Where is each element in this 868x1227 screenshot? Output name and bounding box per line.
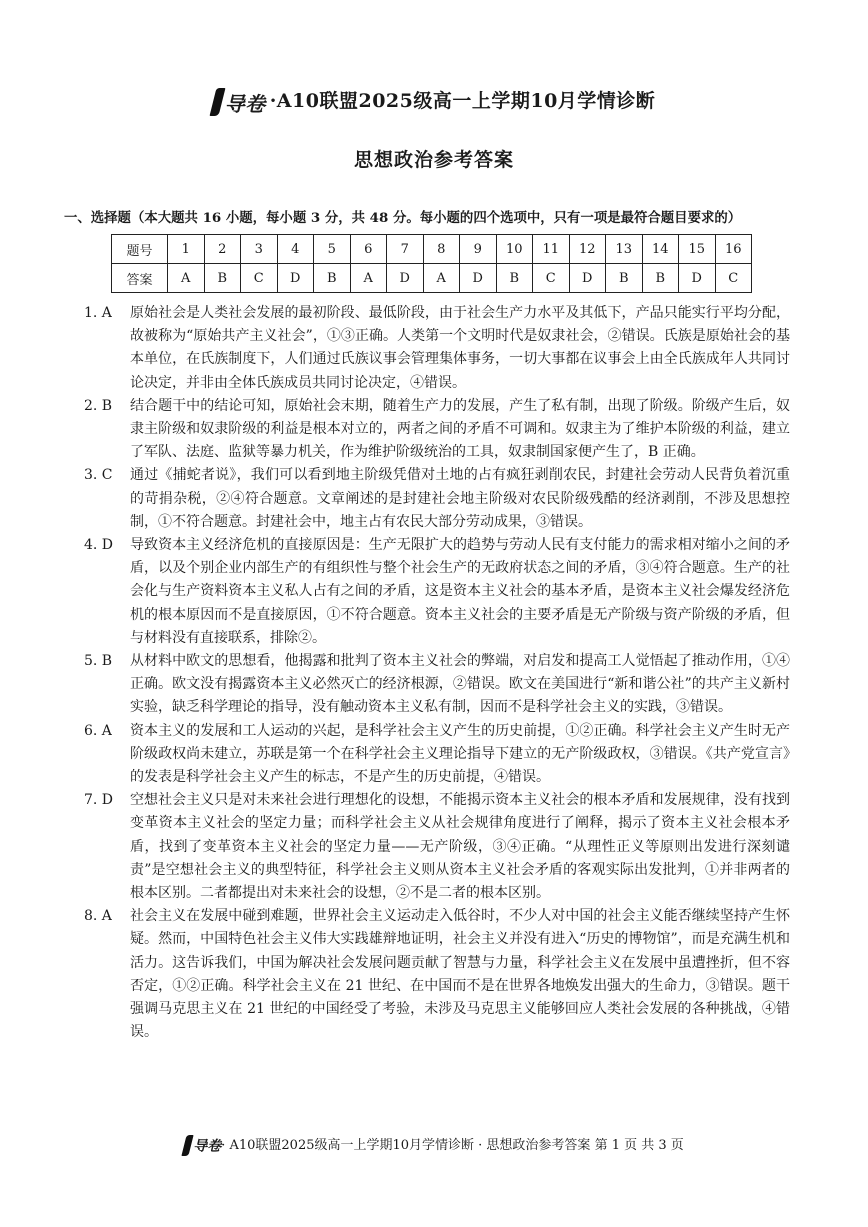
answer-cell: B: [314, 264, 351, 293]
row-label-answer: 答案: [112, 264, 168, 293]
question-number-cell: 13: [606, 235, 643, 264]
answer-cell: C: [533, 264, 570, 293]
question-number-cell: 8: [423, 235, 460, 264]
answer-table: [111, 234, 752, 293]
row-label-number: 题号: [112, 235, 168, 264]
explanation-item: [84, 464, 790, 534]
question-number-cell: 2: [204, 235, 241, 264]
item-explanation: 结合题干中的结论可知，原始社会末期，随着生产力的发展，产生了私有制，出现了阶级。阶级产生后，奴隶主阶级和奴隶阶级的利益是根本对立的，两者之间的矛盾不可调和。奴隶主为了维护本阶级的利益，建立了军队、法庭、监狱等暴力机关，作为维护阶级统治的工具，奴隶制国家便产生了，B 正确。: [130, 397, 790, 461]
item-explanation: 导致资本主义经济危机的直接原因是：生产无限扩大的趋势与劳动人民有支付能力的需求相对缩小之间的矛盾，以及个别企业内部生产的有组织性与整个社会生产的无政府状态之间的矛盾，③④符合题意。生产的社会化与生产资料资本主义私人占有之间的矛盾，这是资本主义社会的基本矛盾，是资本主义社会爆发经济危机的根本原因而不是直接原因，①不符合题意。资本主义社会的主要矛盾是无产阶级与资产阶级的矛盾，但与材料没有直接联系，排除②。: [130, 537, 790, 646]
item-explanation: 从材料中欧文的思想看，他揭露和批判了资本主义社会的弊端，对启发和提高工人觉悟起了推动作用，①④正确。欧文没有揭露资本主义必然灭亡的经济根源，②错误。欧文在美国进行“新和谐公社”的共产主义新村实验，缺乏科学理论的指导，没有触动资本主义私有制，因而不是科学社会主义的实践，③错误。: [130, 653, 790, 716]
answer-cell: A: [168, 264, 205, 293]
question-number-cell: 9: [460, 235, 497, 264]
page-footer: [0, 1134, 868, 1156]
item-number: 2. B: [84, 397, 113, 414]
answer-cell: B: [642, 264, 679, 293]
brand-logo: [213, 88, 266, 117]
document-subtitle: 思想政治参考答案: [353, 149, 514, 171]
question-number-cell: 6: [350, 235, 387, 264]
item-number: 5. B: [84, 653, 113, 670]
question-number-cell: 7: [387, 235, 424, 264]
answer-cell: A: [423, 264, 460, 293]
brush-stroke-icon: [209, 88, 225, 116]
exam-title: ·A10联盟2025级高一上学期10月学情诊断: [269, 90, 656, 112]
question-number-cell: 14: [642, 235, 679, 264]
answer-cell: C: [241, 264, 278, 293]
question-number-cell: 3: [241, 235, 278, 264]
item-number: 7. D: [84, 792, 114, 809]
explanation-list: [84, 302, 790, 1045]
item-explanation: 社会主义在发展中碰到难题，世界社会主义运动走入低谷时，不少人对中国的社会主义能否继续坚持产生怀疑。然而，中国特色社会主义伟大实践雄辩地证明，社会主义并没有进入“历史的博物馆”，而是充满生机和活力。这告诉我们，中国为解决社会发展问题贡献了智慧与力量，科学社会主义在发展中虽遭挫折，但不容否定，①②正确。科学社会主义在 21 世纪、在中国而不是在世界各地焕发出强大的生命力，③错误。题干强调马克思主义在 21 世纪的中国经受了考验，未涉及马克思主义能够回应人类社会发展的各种挑战，④错误。: [130, 908, 790, 1041]
answer-cell: D: [569, 264, 606, 293]
answer-cell: D: [460, 264, 497, 293]
explanation-item: [84, 650, 790, 720]
answer-cell: C: [715, 264, 752, 293]
explanation-item: [84, 905, 790, 1044]
explanation-item: [84, 720, 790, 790]
item-explanation: 空想社会主义只是对未来社会进行理想化的设想，不能揭示资本主义社会的根本矛盾和发展规律，没有找到变革资本主义社会的坚定力量；而科学社会主义从社会规律角度进行了阐释，揭示了资本主义社会根本矛盾，找到了变革资本主义社会的坚定力量——无产阶级，③④正确。“从理性正义等原则出发进行深刻谴责”是空想社会主义的典型特征，科学社会主义则从资本主义社会矛盾的客观实际出发批判，①并非两者的根本区别。二者都提出对未来社会的设想，②不是二者的根本区别。: [130, 792, 790, 902]
item-number: 1. A: [84, 305, 112, 321]
explanation-item: [84, 395, 790, 465]
question-number-cell: 16: [715, 235, 752, 264]
item-number: 4. D: [84, 537, 114, 554]
footer-brand: 导卷: [193, 1138, 222, 1155]
item-explanation: 资本主义的发展和工人运动的兴起，是科学社会主义产生的历史前提，①②正确。科学社会主义产生时无产阶级政权尚未建立，苏联是第一个在科学社会主义理论指导下建立的无产阶级政权，③错误。《共产党宣言》的发表是科学社会主义产生的标志，不是产生的历史前提，④错误。: [130, 722, 790, 786]
footer-text: · A10联盟2025级高一上学期10月学情诊断 · 思想政治参考答案 第 1 页 共 3 页: [221, 1138, 684, 1153]
question-number-row: [112, 235, 752, 264]
item-explanation: 通过《捕蛇者说》，我们可以看到地主阶级凭借对土地的占有疯狂剥削农民，封建社会劳动人民背负着沉重的苛捐杂税，②④符合题意。文章阐述的是封建社会地主阶级对农民阶级残酷的经济剥削，不涉及思想控制，①不符合题意。封建社会中，地主占有农民大部分劳动成果，③错误。: [130, 467, 790, 530]
explanation-item: [84, 789, 790, 905]
answer-cell: B: [496, 264, 533, 293]
explanation-item: [84, 302, 790, 395]
answer-cell: B: [606, 264, 643, 293]
answer-cell: A: [350, 264, 387, 293]
question-number-cell: 10: [496, 235, 533, 264]
question-number-cell: 15: [679, 235, 716, 264]
answer-cell: B: [204, 264, 241, 293]
answer-row: [112, 264, 752, 293]
question-number-cell: 11: [533, 235, 570, 264]
item-number: 8. A: [84, 908, 112, 925]
question-number-cell: 4: [277, 235, 314, 264]
answer-cell: D: [679, 264, 716, 293]
section-heading: 一、选择题（本大题共 16 小题，每小题 3 分，共 48 分。每小题的四个选项中，只有一项是最符合题目要求的）: [64, 210, 742, 226]
answer-cell: D: [387, 264, 424, 293]
question-number-cell: 1: [168, 235, 205, 264]
item-number: 3. C: [84, 467, 113, 484]
question-number-cell: 5: [314, 235, 351, 264]
item-explanation: 原始社会是人类社会发展的最初阶段、最低阶段，由于社会生产力水平及其低下，产品只能实行平均分配，故被称为“原始共产主义社会”，①③正确。人类第一个文明时代是奴隶社会，②错误。氏族是原始社会的基本单位，在氏族制度下，人们通过氏族议事会管理集体事务，一切大事都在议事会上由全氏族成年人共同讨论决定，并非由全体氏族成员共同讨论决定，④错误。: [130, 305, 790, 391]
brand-name: 导卷: [224, 91, 266, 116]
page-header: [0, 86, 868, 117]
explanation-item: [84, 534, 790, 650]
question-number-cell: 12: [569, 235, 606, 264]
brush-stroke-icon: [182, 1135, 194, 1156]
answer-cell: D: [277, 264, 314, 293]
item-number: 6. A: [84, 722, 112, 739]
